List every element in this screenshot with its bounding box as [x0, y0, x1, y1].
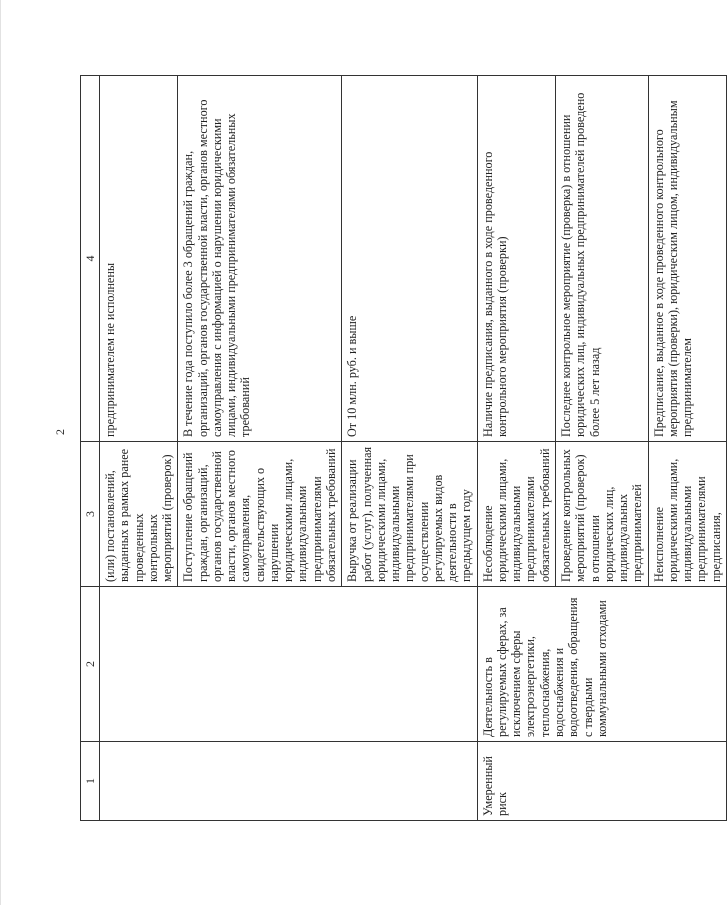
- indicator-cell: В течение года поступило более 3 обращений граждан, организаций, органов государственной власти, органов местного самоуправления с информацией о нарушении юридическими лицами, индивидуальными предпринимателями обязательных требований: [178, 76, 342, 442]
- indicator-cell: Наличие предписания, выданного в ходе проведенного контрольного мероприятия (проверки): [477, 76, 555, 442]
- page-number: 2: [53, 429, 67, 435]
- activity-cell: Деятельность в регулируемых сферах, за исключением сферы электроэнергетики, теплоснабжения, водоснабжения и водоотведения, обращения с твердыми коммунальными отходами: [477, 587, 726, 742]
- column-number-row: [81, 76, 100, 821]
- table-row: [100, 76, 178, 821]
- criterion-cell: Несоблюдение юридическими лицами, индивидуальными предпринимателями обязательных требований: [477, 442, 555, 587]
- criterion-cell: (или) постановлений, выданных в рамках ранее проведенных контрольных мероприятий (проверок): [100, 442, 178, 587]
- risk-level-cell: Умеренный риск: [477, 742, 726, 821]
- criterion-cell: Поступление обращений граждан, организаций, органов государственной власти, органов местного самоуправления, свидетельствующих о нарушении юридическими лицами, индивидуальными предпринимателями обязательных требований: [178, 442, 342, 587]
- criterion-cell: Выручка от реализации работ (услуг), полученная юридическими лицами, индивидуальными предпринимателями при осуществлении регулируемых видов деятельности в предыдущем году: [342, 442, 477, 587]
- column-number-2: 2: [81, 587, 100, 742]
- column-number-3: 3: [81, 442, 100, 587]
- table-row: [477, 76, 555, 821]
- indicator-cell: Предписание, выданное в ходе проведенного контрольного мероприятия (проверки), юридическим лицом, индивидуальным предпринимателем: [648, 76, 726, 442]
- scan-fold-line: [0, 0, 1, 905]
- column-number-4: 4: [81, 76, 100, 442]
- indicator-cell: От 10 млн. руб. и выше: [342, 76, 477, 442]
- indicator-cell: Последнее контрольное мероприятие (проверка) в отношении юридических лиц, индивидуальных предпринимателей проведено более 5 лет назад: [556, 76, 649, 442]
- criterion-cell: Неисполнение юридическими лицами, индивидуальными предпринимателями предписания,: [648, 442, 726, 587]
- empty-activity-cell: [100, 587, 478, 742]
- rotated-table-wrapper: [80, 76, 723, 821]
- risk-criteria-table: [80, 75, 727, 821]
- empty-risk-cell: [100, 742, 478, 821]
- criterion-cell: Проведение контрольных мероприятий (проверок) в отношении юридических лиц, индивидуальных предпринимателей: [556, 442, 649, 587]
- indicator-cell: предпринимателем не исполнены: [100, 76, 178, 442]
- column-number-1: 1: [81, 742, 100, 821]
